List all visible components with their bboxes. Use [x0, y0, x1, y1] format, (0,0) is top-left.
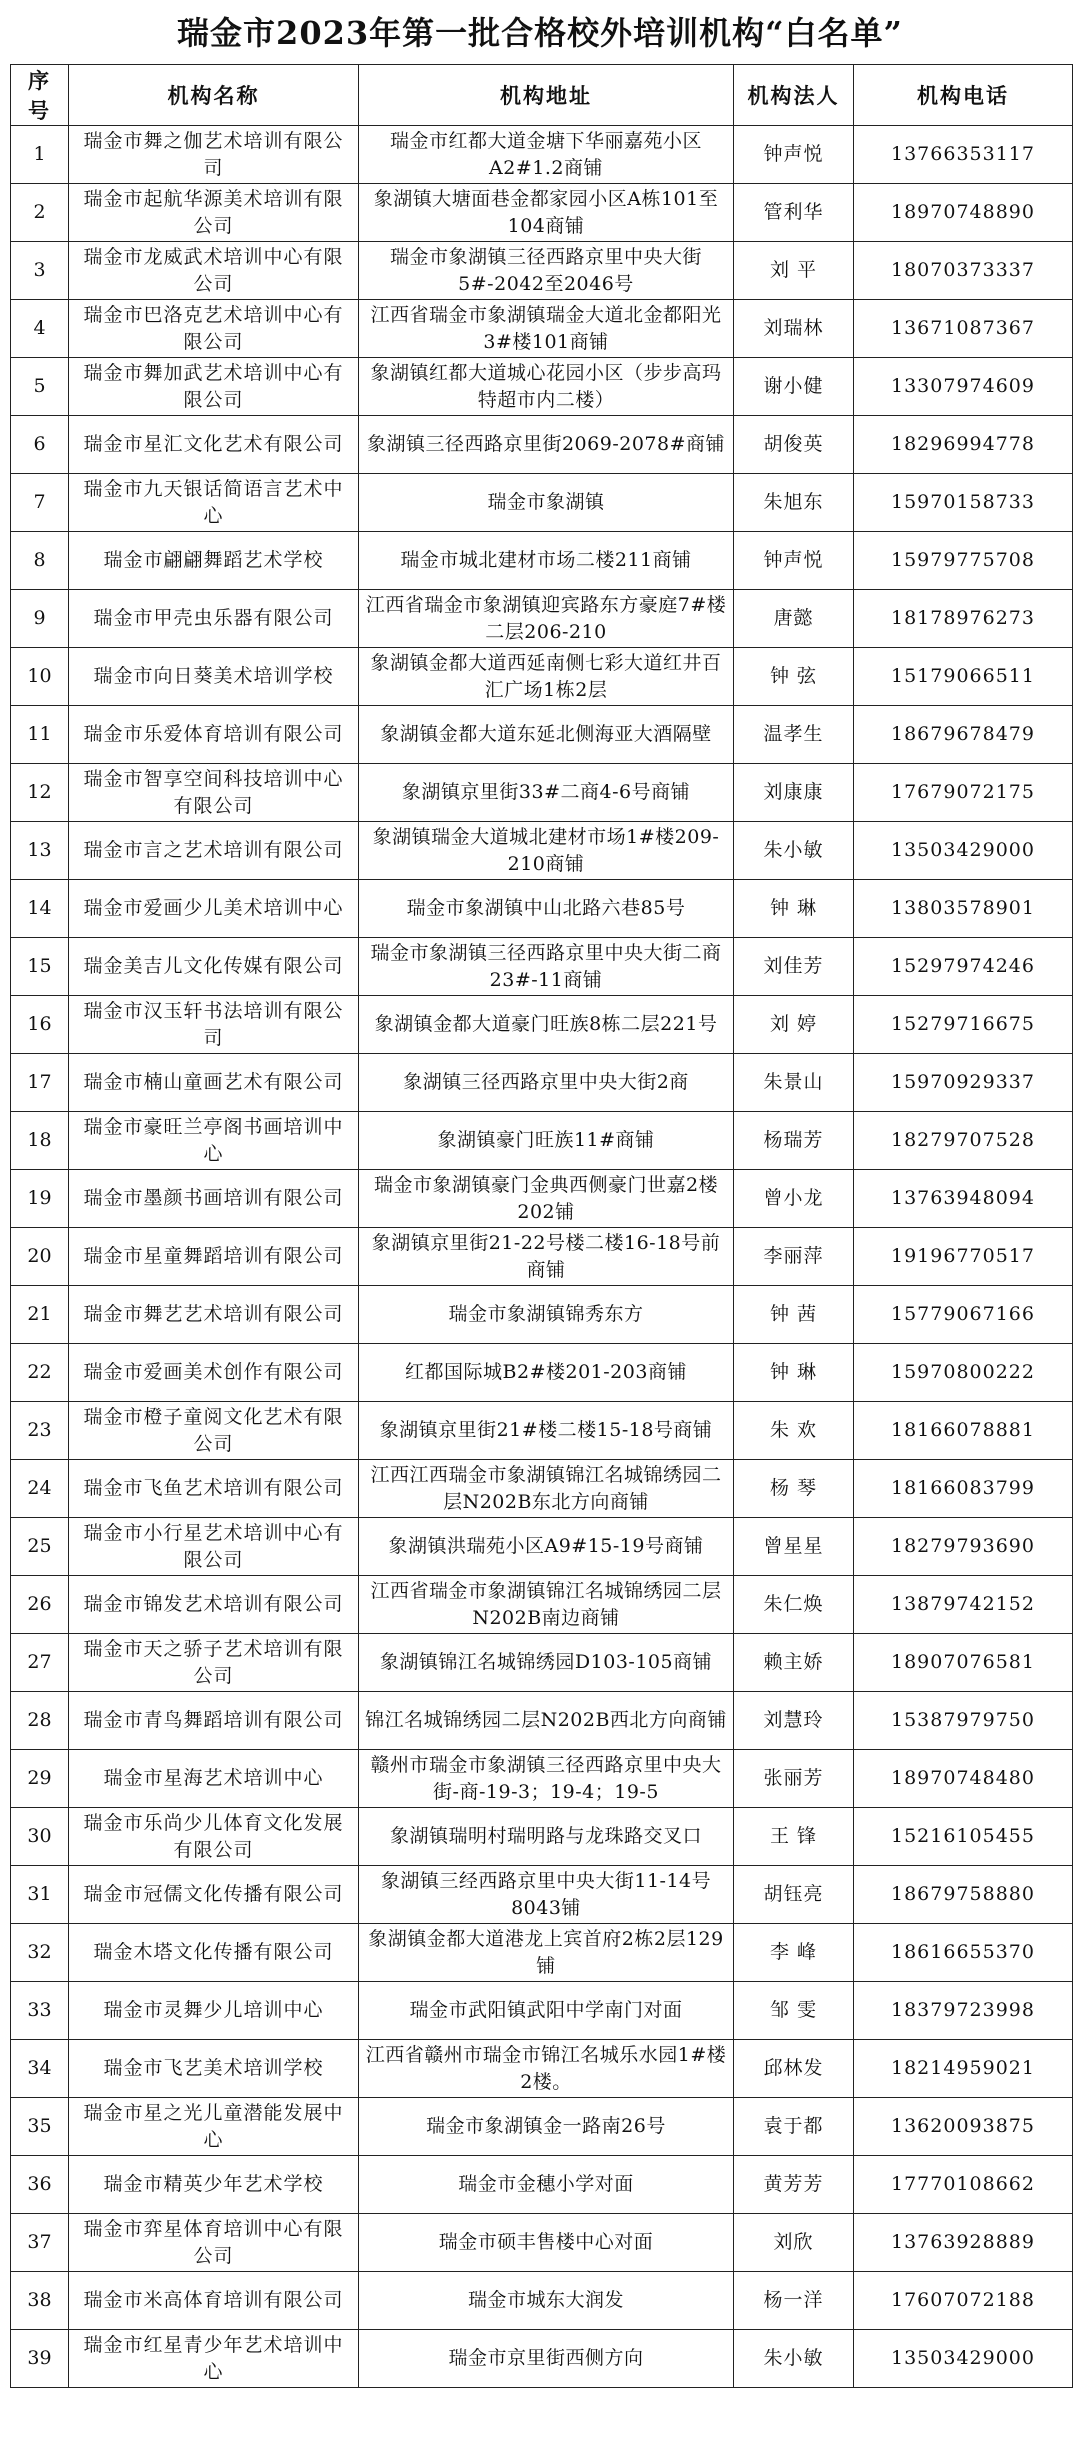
table-row — [11, 706, 1073, 764]
cell-name: 瑞金市弈星体育培训中心有限公司 — [69, 2214, 359, 2272]
cell-address: 象湖镇京里街33#二商4-6号商铺 — [359, 764, 734, 822]
cell-no: 36 — [11, 2156, 69, 2214]
cell-address: 象湖镇京里街21#楼二楼15-18号商铺 — [359, 1402, 734, 1460]
cell-phone: 18214959021 — [854, 2040, 1073, 2098]
cell-no: 35 — [11, 2098, 69, 2156]
cell-phone: 15387979750 — [854, 1692, 1073, 1750]
table-body — [11, 126, 1073, 2388]
cell-phone: 18970748890 — [854, 184, 1073, 242]
cell-person: 邹 雯 — [734, 1982, 854, 2040]
cell-person: 朱 欢 — [734, 1402, 854, 1460]
table-row — [11, 300, 1073, 358]
cell-no: 19 — [11, 1170, 69, 1228]
cell-name: 瑞金市小行星艺术培训中心有限公司 — [69, 1518, 359, 1576]
cell-phone: 17607072188 — [854, 2272, 1073, 2330]
table-row — [11, 1402, 1073, 1460]
cell-person: 钟声悦 — [734, 532, 854, 590]
cell-person: 唐懿 — [734, 590, 854, 648]
cell-name: 瑞金市翩翩舞蹈艺术学校 — [69, 532, 359, 590]
cell-no: 32 — [11, 1924, 69, 1982]
cell-phone: 18296994778 — [854, 416, 1073, 474]
cell-no: 21 — [11, 1286, 69, 1344]
cell-address: 象湖镇金都大道港龙上宾首府2栋2层129铺 — [359, 1924, 734, 1982]
table-row — [11, 1634, 1073, 1692]
cell-name: 瑞金市楠山童画艺术有限公司 — [69, 1054, 359, 1112]
table-row — [11, 1054, 1073, 1112]
cell-name: 瑞金市乐尚少儿体育文化发展有限公司 — [69, 1808, 359, 1866]
cell-phone: 15279716675 — [854, 996, 1073, 1054]
cell-person: 朱小敏 — [734, 822, 854, 880]
table-row — [11, 1112, 1073, 1170]
table-row — [11, 1228, 1073, 1286]
cell-no: 29 — [11, 1750, 69, 1808]
cell-address: 象湖镇金都大道东延北侧海亚大酒隔壁 — [359, 706, 734, 764]
cell-no: 7 — [11, 474, 69, 532]
cell-person: 刘欣 — [734, 2214, 854, 2272]
table-row — [11, 1344, 1073, 1402]
cell-person: 谢小健 — [734, 358, 854, 416]
cell-phone: 18279793690 — [854, 1518, 1073, 1576]
table-row — [11, 358, 1073, 416]
cell-address: 锦江名城锦绣园二层N202B西北方向商铺 — [359, 1692, 734, 1750]
cell-person: 曾小龙 — [734, 1170, 854, 1228]
cell-name: 瑞金市精英少年艺术学校 — [69, 2156, 359, 2214]
cell-no: 39 — [11, 2330, 69, 2388]
cell-person: 钟 茜 — [734, 1286, 854, 1344]
cell-address: 瑞金市象湖镇金一路南26号 — [359, 2098, 734, 2156]
cell-no: 8 — [11, 532, 69, 590]
cell-person: 胡俊英 — [734, 416, 854, 474]
cell-name: 瑞金市星汇文化艺术有限公司 — [69, 416, 359, 474]
cell-no: 12 — [11, 764, 69, 822]
table-row — [11, 126, 1073, 184]
cell-phone: 13503429000 — [854, 822, 1073, 880]
table-row — [11, 648, 1073, 706]
cell-no: 33 — [11, 1982, 69, 2040]
table-row — [11, 2040, 1073, 2098]
cell-address: 江西省瑞金市象湖镇锦江名城锦绣园二层N202B南边商铺 — [359, 1576, 734, 1634]
cell-no: 9 — [11, 590, 69, 648]
cell-no: 14 — [11, 880, 69, 938]
cell-address: 江西省赣州市瑞金市锦江名城乐水园1#楼2楼。 — [359, 2040, 734, 2098]
table-row — [11, 590, 1073, 648]
whitelist-table — [10, 64, 1073, 2388]
cell-address: 象湖镇金都大道豪门旺族8栋二层221号 — [359, 996, 734, 1054]
cell-name: 瑞金市龙威武术培训中心有限公司 — [69, 242, 359, 300]
table-row — [11, 2330, 1073, 2388]
cell-name: 瑞金市豪旺兰亭阁书画培训中心 — [69, 1112, 359, 1170]
cell-name: 瑞金市爱画美术创作有限公司 — [69, 1344, 359, 1402]
cell-address: 象湖镇豪门旺族11#商铺 — [359, 1112, 734, 1170]
cell-name: 瑞金市起航华源美术培训有限公司 — [69, 184, 359, 242]
table-row — [11, 1750, 1073, 1808]
cell-name: 瑞金市星海艺术培训中心 — [69, 1750, 359, 1808]
cell-person: 刘佳芳 — [734, 938, 854, 996]
cell-no: 25 — [11, 1518, 69, 1576]
cell-no: 34 — [11, 2040, 69, 2098]
cell-address: 瑞金市武阳镇武阳中学南门对面 — [359, 1982, 734, 2040]
cell-person: 杨一洋 — [734, 2272, 854, 2330]
cell-person: 李 峰 — [734, 1924, 854, 1982]
cell-no: 26 — [11, 1576, 69, 1634]
cell-person: 温孝生 — [734, 706, 854, 764]
cell-name: 瑞金市冠儒文化传播有限公司 — [69, 1866, 359, 1924]
cell-person: 刘 婷 — [734, 996, 854, 1054]
cell-name: 瑞金市飞艺美术培训学校 — [69, 2040, 359, 2098]
table-row — [11, 1170, 1073, 1228]
cell-phone: 18070373337 — [854, 242, 1073, 300]
cell-address: 瑞金市京里街西侧方向 — [359, 2330, 734, 2388]
table-header-row — [11, 65, 1073, 126]
cell-no: 6 — [11, 416, 69, 474]
table-row — [11, 532, 1073, 590]
cell-no: 16 — [11, 996, 69, 1054]
table-row — [11, 474, 1073, 532]
cell-name: 瑞金市锦发艺术培训有限公司 — [69, 1576, 359, 1634]
cell-person: 邱林发 — [734, 2040, 854, 2098]
table-row — [11, 1576, 1073, 1634]
cell-name: 瑞金市星之光儿童潜能发展中心 — [69, 2098, 359, 2156]
cell-phone: 18679758880 — [854, 1866, 1073, 1924]
cell-address: 瑞金市象湖镇三径西路京里中央大街二商23#-11商铺 — [359, 938, 734, 996]
cell-address: 象湖镇洪瑞苑小区A9#15-19号商铺 — [359, 1518, 734, 1576]
cell-phone: 13879742152 — [854, 1576, 1073, 1634]
cell-phone: 13803578901 — [854, 880, 1073, 938]
cell-address: 红都国际城B2#楼201-203商铺 — [359, 1344, 734, 1402]
cell-person: 李丽萍 — [734, 1228, 854, 1286]
cell-phone: 13671087367 — [854, 300, 1073, 358]
cell-phone: 13620093875 — [854, 2098, 1073, 2156]
cell-phone: 17679072175 — [854, 764, 1073, 822]
table-row — [11, 880, 1073, 938]
cell-address: 象湖镇大塘面巷金都家园小区A栋101至104商铺 — [359, 184, 734, 242]
cell-phone: 13307974609 — [854, 358, 1073, 416]
cell-person: 钟 弦 — [734, 648, 854, 706]
cell-person: 朱景山 — [734, 1054, 854, 1112]
cell-name: 瑞金市橙子童阅文化艺术有限公司 — [69, 1402, 359, 1460]
cell-phone: 17770108662 — [854, 2156, 1073, 2214]
cell-address: 赣州市瑞金市象湖镇三径西路京里中央大街-商-19-3；19-4；19-5 — [359, 1750, 734, 1808]
cell-address: 瑞金市红都大道金塘下华丽嘉苑小区A2#1.2商铺 — [359, 126, 734, 184]
header-person: 机构法人 — [734, 65, 854, 126]
cell-phone: 15779067166 — [854, 1286, 1073, 1344]
cell-address: 象湖镇红都大道城心花园小区（步步高玛特超市内二楼） — [359, 358, 734, 416]
cell-address: 象湖镇瑞明村瑞明路与龙珠路交叉口 — [359, 1808, 734, 1866]
cell-no: 30 — [11, 1808, 69, 1866]
table-row — [11, 996, 1073, 1054]
cell-address: 江西省瑞金市象湖镇瑞金大道北金都阳光3#楼101商铺 — [359, 300, 734, 358]
cell-name: 瑞金市乐爱体育培训有限公司 — [69, 706, 359, 764]
cell-phone: 13766353117 — [854, 126, 1073, 184]
table-row — [11, 764, 1073, 822]
cell-no: 28 — [11, 1692, 69, 1750]
table-row — [11, 1982, 1073, 2040]
cell-no: 4 — [11, 300, 69, 358]
cell-person: 张丽芳 — [734, 1750, 854, 1808]
cell-address: 象湖镇金都大道西延南侧七彩大道红井百汇广场1栋2层 — [359, 648, 734, 706]
table-row — [11, 1286, 1073, 1344]
cell-no: 22 — [11, 1344, 69, 1402]
cell-person: 钟 琳 — [734, 880, 854, 938]
table-row — [11, 938, 1073, 996]
cell-no: 10 — [11, 648, 69, 706]
cell-address: 象湖镇三径西路京里街2069-2078#商铺 — [359, 416, 734, 474]
table-row — [11, 416, 1073, 474]
cell-address: 瑞金市城北建材市场二楼211商铺 — [359, 532, 734, 590]
cell-name: 瑞金市星童舞蹈培训有限公司 — [69, 1228, 359, 1286]
cell-name: 瑞金市飞鱼艺术培训有限公司 — [69, 1460, 359, 1518]
cell-person: 胡钰亮 — [734, 1866, 854, 1924]
cell-no: 38 — [11, 2272, 69, 2330]
cell-phone: 15216105455 — [854, 1808, 1073, 1866]
cell-address: 瑞金市城东大润发 — [359, 2272, 734, 2330]
cell-name: 瑞金市红星青少年艺术培训中心 — [69, 2330, 359, 2388]
header-name: 机构名称 — [69, 65, 359, 126]
cell-address: 瑞金市硕丰售楼中心对面 — [359, 2214, 734, 2272]
cell-no: 1 — [11, 126, 69, 184]
cell-person: 曾星星 — [734, 1518, 854, 1576]
table-row — [11, 2156, 1073, 2214]
cell-address: 瑞金市金穗小学对面 — [359, 2156, 734, 2214]
table-row — [11, 1518, 1073, 1576]
cell-name: 瑞金市天之骄子艺术培训有限公司 — [69, 1634, 359, 1692]
cell-name: 瑞金市向日葵美术培训学校 — [69, 648, 359, 706]
cell-address: 瑞金市象湖镇 — [359, 474, 734, 532]
cell-address: 江西江西瑞金市象湖镇锦江名城锦绣园二层N202B东北方向商铺 — [359, 1460, 734, 1518]
cell-person: 管利华 — [734, 184, 854, 242]
cell-phone: 15179066511 — [854, 648, 1073, 706]
cell-person: 王 锋 — [734, 1808, 854, 1866]
cell-address: 象湖镇锦江名城锦绣园D103-105商铺 — [359, 1634, 734, 1692]
cell-address: 瑞金市象湖镇豪门金典西侧豪门世嘉2楼202铺 — [359, 1170, 734, 1228]
cell-name: 瑞金市爱画少儿美术培训中心 — [69, 880, 359, 938]
table-row — [11, 1924, 1073, 1982]
cell-person: 黄芳芳 — [734, 2156, 854, 2214]
cell-person: 杨瑞芳 — [734, 1112, 854, 1170]
cell-phone: 15970800222 — [854, 1344, 1073, 1402]
table-row — [11, 2214, 1073, 2272]
cell-address: 瑞金市象湖镇三径西路京里中央大街5#-2042至2046号 — [359, 242, 734, 300]
table-row — [11, 2098, 1073, 2156]
cell-person: 钟声悦 — [734, 126, 854, 184]
cell-no: 20 — [11, 1228, 69, 1286]
cell-person: 朱旭东 — [734, 474, 854, 532]
cell-phone: 15297974246 — [854, 938, 1073, 996]
header-phone: 机构电话 — [854, 65, 1073, 126]
cell-no: 5 — [11, 358, 69, 416]
cell-no: 11 — [11, 706, 69, 764]
cell-address: 瑞金市象湖镇中山北路六巷85号 — [359, 880, 734, 938]
cell-name: 瑞金美吉儿文化传媒有限公司 — [69, 938, 359, 996]
cell-phone: 13763928889 — [854, 2214, 1073, 2272]
header-address: 机构地址 — [359, 65, 734, 126]
cell-name: 瑞金市舞之伽艺术培训有限公司 — [69, 126, 359, 184]
header-no: 序号 — [11, 65, 69, 126]
document-title: 瑞金市2023年第一批合格校外培训机构“白名单” — [177, 14, 903, 52]
cell-phone: 18970748480 — [854, 1750, 1073, 1808]
cell-name: 瑞金市巴洛克艺术培训中心有限公司 — [69, 300, 359, 358]
cell-person: 刘 平 — [734, 242, 854, 300]
cell-name: 瑞金市甲壳虫乐器有限公司 — [69, 590, 359, 648]
cell-phone: 15970158733 — [854, 474, 1073, 532]
table-row — [11, 242, 1073, 300]
table-row — [11, 1460, 1073, 1518]
cell-person: 杨 琴 — [734, 1460, 854, 1518]
cell-no: 17 — [11, 1054, 69, 1112]
cell-address: 瑞金市象湖镇锦秀东方 — [359, 1286, 734, 1344]
cell-person: 刘康康 — [734, 764, 854, 822]
cell-name: 瑞金木塔文化传播有限公司 — [69, 1924, 359, 1982]
cell-phone: 18616655370 — [854, 1924, 1073, 1982]
cell-no: 15 — [11, 938, 69, 996]
cell-name: 瑞金市汉玉轩书法培训有限公司 — [69, 996, 359, 1054]
cell-no: 23 — [11, 1402, 69, 1460]
cell-person: 朱小敏 — [734, 2330, 854, 2388]
cell-address: 象湖镇瑞金大道城北建材市场1#楼209-210商铺 — [359, 822, 734, 880]
cell-phone: 18679678479 — [854, 706, 1073, 764]
table-row — [11, 1692, 1073, 1750]
cell-no: 24 — [11, 1460, 69, 1518]
cell-phone: 18907076581 — [854, 1634, 1073, 1692]
cell-no: 3 — [11, 242, 69, 300]
cell-name: 瑞金市灵舞少儿培训中心 — [69, 1982, 359, 2040]
cell-phone: 18379723998 — [854, 1982, 1073, 2040]
cell-phone: 18279707528 — [854, 1112, 1073, 1170]
cell-phone: 13503429000 — [854, 2330, 1073, 2388]
cell-address: 江西省瑞金市象湖镇迎宾路东方豪庭7#楼二层206-210 — [359, 590, 734, 648]
table-row — [11, 1866, 1073, 1924]
cell-phone: 15979775708 — [854, 532, 1073, 590]
cell-phone: 18166083799 — [854, 1460, 1073, 1518]
table-row — [11, 184, 1073, 242]
cell-name: 瑞金市九天银话简语言艺术中心 — [69, 474, 359, 532]
table-row — [11, 822, 1073, 880]
cell-name: 瑞金市言之艺术培训有限公司 — [69, 822, 359, 880]
table-row — [11, 2272, 1073, 2330]
cell-address: 象湖镇京里街21-22号楼二楼16-18号前商铺 — [359, 1228, 734, 1286]
cell-name: 瑞金市墨颜书画培训有限公司 — [69, 1170, 359, 1228]
cell-person: 赖主娇 — [734, 1634, 854, 1692]
cell-phone: 19196770517 — [854, 1228, 1073, 1286]
cell-person: 袁于都 — [734, 2098, 854, 2156]
cell-address: 象湖镇三经西路京里中央大街11-14号8043铺 — [359, 1866, 734, 1924]
cell-no: 31 — [11, 1866, 69, 1924]
cell-name: 瑞金市米高体育培训有限公司 — [69, 2272, 359, 2330]
cell-no: 2 — [11, 184, 69, 242]
cell-no: 27 — [11, 1634, 69, 1692]
cell-no: 18 — [11, 1112, 69, 1170]
cell-name: 瑞金市智享空间科技培训中心有限公司 — [69, 764, 359, 822]
cell-person: 刘瑞林 — [734, 300, 854, 358]
cell-no: 13 — [11, 822, 69, 880]
cell-address: 象湖镇三径西路京里中央大街2商 — [359, 1054, 734, 1112]
cell-person: 朱仁焕 — [734, 1576, 854, 1634]
cell-person: 钟 琳 — [734, 1344, 854, 1402]
cell-name: 瑞金市青鸟舞蹈培训有限公司 — [69, 1692, 359, 1750]
cell-no: 37 — [11, 2214, 69, 2272]
cell-name: 瑞金市舞艺艺术培训有限公司 — [69, 1286, 359, 1344]
cell-person: 刘慧玲 — [734, 1692, 854, 1750]
table-row — [11, 1808, 1073, 1866]
cell-phone: 15970929337 — [854, 1054, 1073, 1112]
cell-phone: 13763948094 — [854, 1170, 1073, 1228]
cell-name: 瑞金市舞加武艺术培训中心有限公司 — [69, 358, 359, 416]
cell-phone: 18166078881 — [854, 1402, 1073, 1460]
cell-phone: 18178976273 — [854, 590, 1073, 648]
